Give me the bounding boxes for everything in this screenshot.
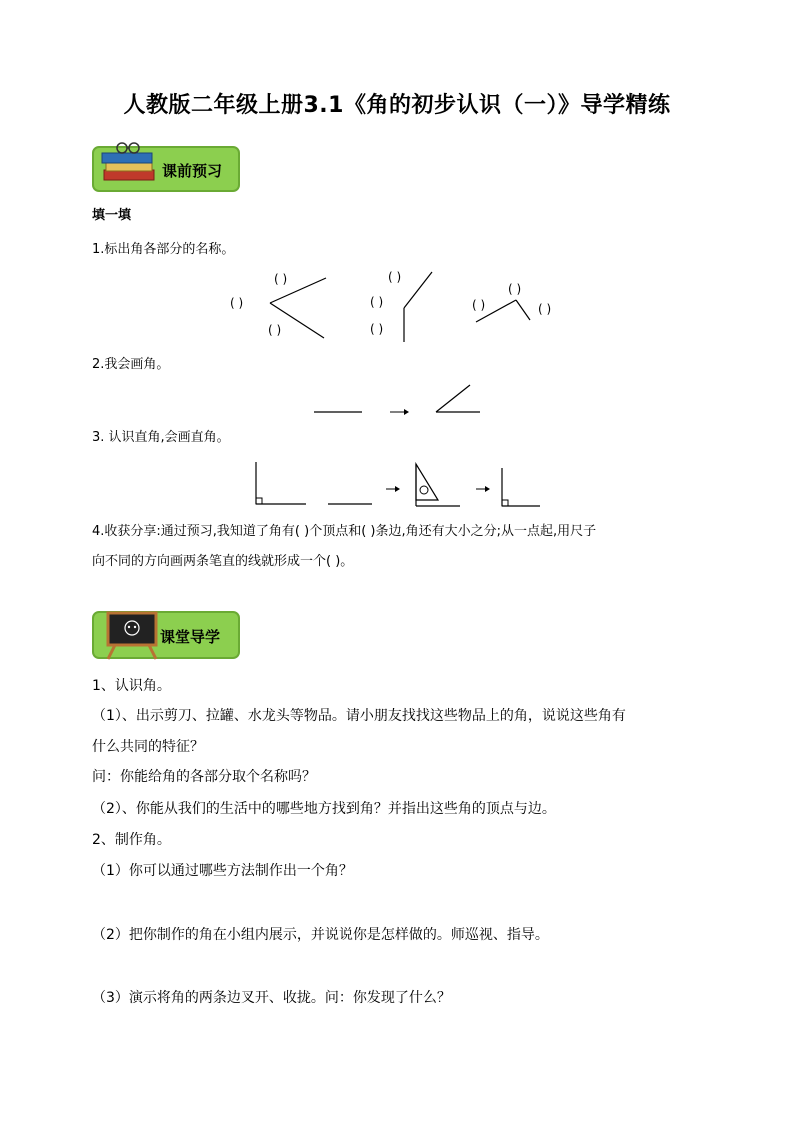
books-icon [100, 140, 160, 186]
item-1-question: 问：你能给角的各部分取个名称吗？ [92, 769, 316, 785]
label-blank: ( ) [472, 298, 486, 312]
label-blank: ( ) [370, 322, 384, 336]
item-1-2: （2）、你能从我们的生活中的哪些地方找到角？并指出这些角的顶点与边。 [92, 801, 556, 817]
label-blank: ( ) [274, 272, 288, 286]
section-badge-preview [92, 146, 240, 192]
angle-figure-1 [240, 268, 340, 348]
item-2-3: （3）演示将角的两条边叉开、收拢。问：你发现了什么？ [92, 990, 451, 1006]
page-title: 人教版二年级上册3.1《角的初步认识（一）》导学精练 [123, 93, 671, 118]
section-badge-label: 课堂导学 [160, 628, 221, 646]
section-badge-label: 课前预习 [162, 162, 223, 180]
item-2-2: （2）把你制作的角在小组内展示，并说说你是怎样做的。师巡视、指导。 [92, 927, 549, 943]
draw-angle-figure [312, 380, 492, 420]
item-2: 2、制作角。 [92, 832, 171, 848]
question-4-line1: 4.收获分享:通过预习,我知道了角有( )个顶点和( )条边,角还有大小之分;从一点起,用尺子 [92, 524, 597, 539]
subheading: 填一填 [92, 208, 132, 223]
right-angle-figure [250, 460, 550, 510]
label-blank: ( ) [508, 282, 522, 296]
label-blank: ( ) [268, 323, 282, 337]
label-blank: ( ) [370, 295, 384, 309]
label-blank: ( ) [388, 270, 402, 284]
item-2-1: （1）你可以通过哪些方法制作出一个角？ [92, 863, 353, 879]
blackboard-icon [102, 609, 162, 659]
question-1: 1.标出角各部分的名称。 [92, 242, 235, 257]
question-4-line2: 向不同的方向画两条笔直的线就形成一个( )。 [92, 554, 354, 569]
label-blank: ( ) [230, 296, 244, 310]
question-3: 3. 认识直角,会画直角。 [92, 430, 230, 445]
section-badge-classroom [92, 611, 240, 659]
item-1-1a: （1）、出示剪刀、拉罐、水龙头等物品。请小朋友找找这些物品上的角，说说这些角有 [92, 708, 626, 724]
question-2: 2.我会画角。 [92, 357, 170, 372]
item-1: 1、认识角。 [92, 678, 171, 694]
label-blank: ( ) [538, 302, 552, 316]
item-1-1b: 什么共同的特征？ [92, 739, 204, 755]
